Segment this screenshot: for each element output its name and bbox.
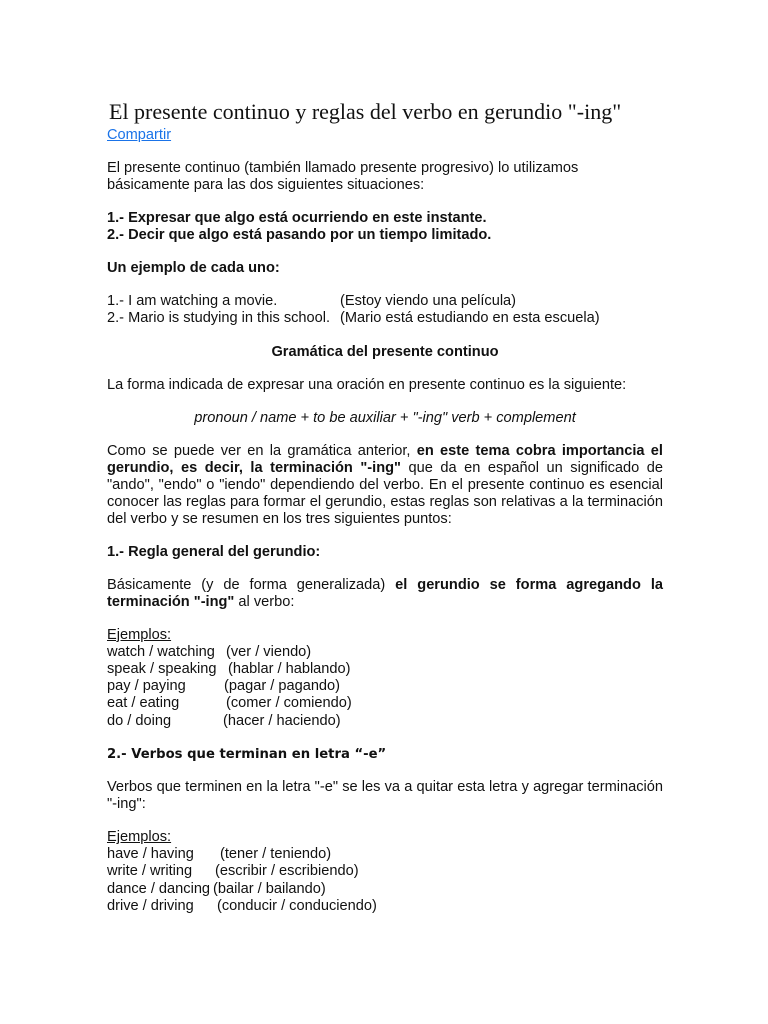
rule2-example-row — [107, 898, 663, 915]
rule2-example-english: write / writing — [107, 863, 193, 880]
rule2-example-spanish: (conducir / conduciendo) — [217, 897, 377, 914]
intro-paragraph: El presente continuo (también llamado presente progresivo) lo utilizamos básicamente para las dos siguientes situaciones: — [107, 160, 579, 193]
gerund-text: Como se puede ver en la gramática anterior, — [107, 442, 417, 459]
rule1-paragraph — [107, 577, 663, 611]
example-english: 1.- I am watching a movie. — [107, 293, 278, 309]
rule1-text: al verbo: — [234, 593, 295, 610]
rule2-example-row — [107, 863, 663, 880]
rule1-example-row — [107, 695, 663, 712]
rule2-example-spanish: (tener / teniendo) — [220, 846, 332, 863]
rule1-example-spanish: (hacer / haciendo) — [223, 712, 341, 729]
rule2-example-english: have / having — [107, 846, 194, 863]
rule1-example-row — [107, 713, 663, 730]
examples-heading: Un ejemplo de cada uno: — [107, 260, 280, 276]
document-title: El presente continuo y reglas del verbo en gerundio "-ing" — [109, 99, 622, 124]
rule2-example-english: drive / driving — [107, 897, 194, 914]
rule1-emphasis: el gerundio se forma agregando la terminación "-ing" — [107, 576, 663, 610]
gerund-text: que da en español un significado de "ando", "endo" o "iendo" dependiendo del verbo. En el presente continuo es esencial conocer las reglas para formar el gerundio, estas reglas son relativas a la terminación del verbo y se resumen en los tres siguientes puntos: — [107, 459, 663, 527]
rule2-example-english: dance / dancing — [107, 880, 211, 897]
rule1-example-english: eat / eating — [107, 695, 180, 712]
rule2-example-spanish: (bailar / bailando) — [213, 880, 326, 897]
example-spanish: (Mario está estudiando en esta escuela) — [340, 310, 600, 327]
gerund-paragraph — [107, 443, 663, 528]
rule1-example-spanish: (hablar / hablando) — [228, 660, 351, 677]
example-english: 2.- Mario is studying in this school. — [107, 310, 331, 327]
grammar-intro: La forma indicada de expresar una oración en presente continuo es la siguiente: — [107, 376, 627, 393]
rule1-heading: 1.- Regla general del gerundio: — [107, 543, 321, 560]
rule1-text: Básicamente (y de forma generalizada) — [107, 576, 396, 593]
rule1-example-english: speak / speaking — [107, 660, 217, 677]
rule1-example-spanish: (comer / comiendo) — [226, 695, 352, 712]
share-link[interactable]: Compartir — [107, 127, 172, 143]
rule2-example-spanish: (escribir / escribiendo) — [215, 863, 359, 880]
rule2-example-row — [107, 881, 663, 898]
example-row — [107, 310, 663, 327]
situation-item: 1.- Expresar que algo está ocurriendo en este instante. — [107, 210, 487, 226]
gerund-emphasis: en este tema cobra importancia el gerundio, es decir, la terminación "-ing" — [107, 442, 663, 476]
situation-item: 2.- Decir que algo está pasando por un tiempo limitado. — [107, 227, 492, 243]
rule1-example-row — [107, 678, 663, 695]
rule2-heading: 2.- Verbos que terminan en letra “-e” — [107, 747, 387, 763]
rule2-paragraph: Verbos que terminen en la letra "-e" se les va a quitar esta letra y agregar terminación "-ing": — [107, 779, 663, 813]
rule2-examples-label: Ejemplos: — [107, 829, 172, 846]
rule1-example-spanish: (pagar / pagando) — [224, 678, 341, 695]
rule1-example-row — [107, 661, 663, 678]
rule1-example-row — [107, 644, 663, 661]
rule1-example-english: watch / watching — [107, 643, 215, 660]
rule2-example-row — [107, 846, 663, 863]
grammar-heading: Gramática del presente continuo — [271, 343, 499, 360]
rule1-examples-label: Ejemplos: — [107, 626, 172, 643]
grammar-formula: pronoun / name + to be auxiliar + "-ing" verb + complement — [194, 409, 576, 426]
rule1-example-spanish: (ver / viendo) — [226, 643, 312, 660]
document-page — [107, 98, 663, 915]
rule1-example-english: do / doing — [107, 712, 172, 729]
rule1-example-english: pay / paying — [107, 678, 186, 695]
example-spanish: (Estoy viendo una película) — [340, 293, 517, 309]
example-row — [107, 293, 663, 310]
